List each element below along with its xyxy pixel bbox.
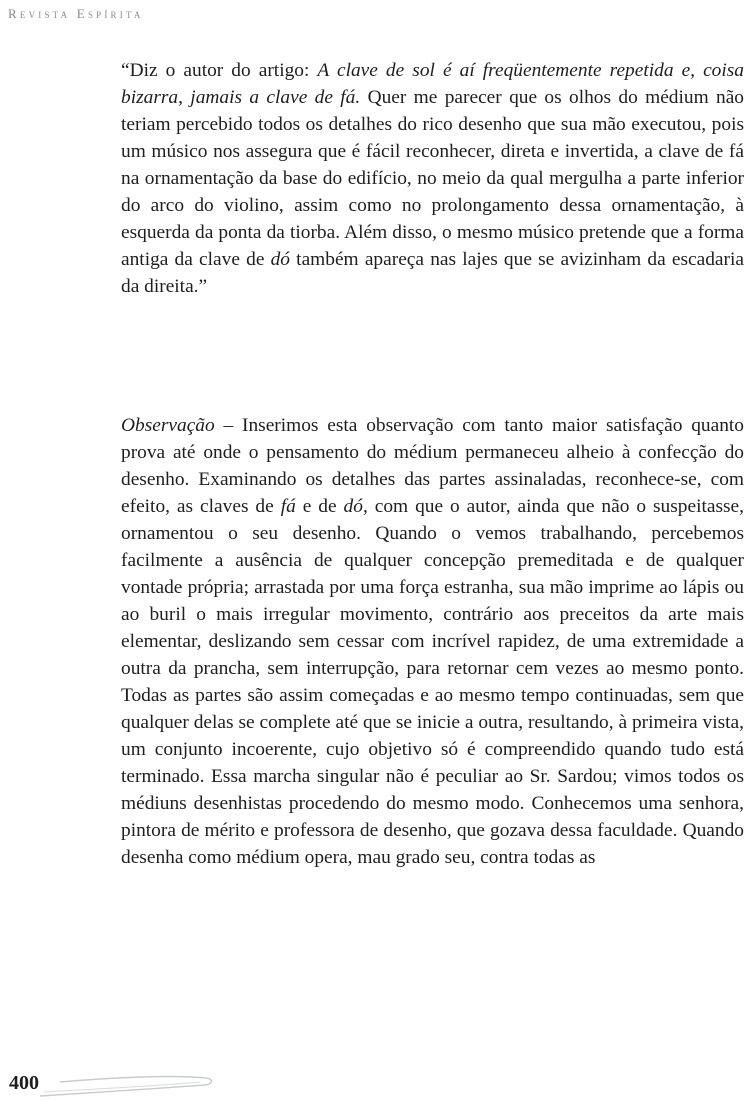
observation-italic-fa: fá (280, 496, 296, 517)
observation-body-2: e de (295, 496, 344, 517)
observation-label: Observação (121, 415, 215, 436)
observation-italic-do: dó (343, 496, 363, 517)
observation-body-3: , com que o autor, ainda que não o suspeitasse, ornamentou o seu desenho. Quando o vemos trabalhando, percebemos facilmente a ausência de qualquer concepção premeditada e de qualquer vontade própria; arrastada por uma força estranha, sua mão imprime ao lápis ou ao buril o mais irregular movimento, contrário aos preceitos da arte mais elementar, deslizando sem cessar com incrível rapidez, de uma extremidade a outra da prancha, sem interrupção, para retornar cem vezes ao mesmo ponto. Todas as partes são assim começadas e ao mesmo tempo continuadas, sem que qualquer delas se complete até que se inicie a outra, resultando, à primeira vista, um conjunto incoerente, cujo objetivo só é compreendido quando tudo está terminado. Essa marcha singular não é peculiar ao Sr. Sardou; vimos todos os médiuns desenhistas procedendo do mesmo modo. Conhecemos uma senhora, pintora de mérito e professora de desenho, que gozava dessa faculdade. Quando desenha como médium opera, mau grado seu, contra todas as (121, 496, 744, 868)
quote-italic-passage: A clave de sol é aí freqüentemente repetida e, coisa bizarra, jamais a clave de fá. (121, 60, 744, 108)
quote-italic-do: dó (270, 249, 290, 270)
quote-body: Quer me parecer que os olhos do médium não teriam percebido todos os detalhes do rico desenho que sua mão executou, pois um músico nos assegura que é fácil reconhecer, direta e invertida, a clave de fá na ornamentação da base do edifício, no meio da qual mergulha a parte inferior do arco do violino, assim como no prolongamento dessa ornamentação, à esquerda da ponta da tiorba. Além disso, o mesmo músico pretende que a forma antiga da clave de (121, 87, 744, 270)
quote-opening: “Diz o autor do artigo: (121, 60, 318, 81)
observation-body-1: – Inserimos esta observação com tanto maior satisfação quanto prova até onde o pensamento do médium permaneceu alheio à confecção do desenho. Examinando os detalhes das partes assinaladas, reconhece-se, com efeito, as claves de (121, 415, 744, 517)
quote-ending: também apareça nas lajes que se avizinham da escadaria da direita.” (121, 249, 744, 297)
quoted-paragraph (8, 57, 744, 300)
page-number: 400 (9, 1072, 39, 1094)
observation-paragraph (8, 412, 744, 871)
running-head: Revista Espírita (8, 6, 144, 21)
